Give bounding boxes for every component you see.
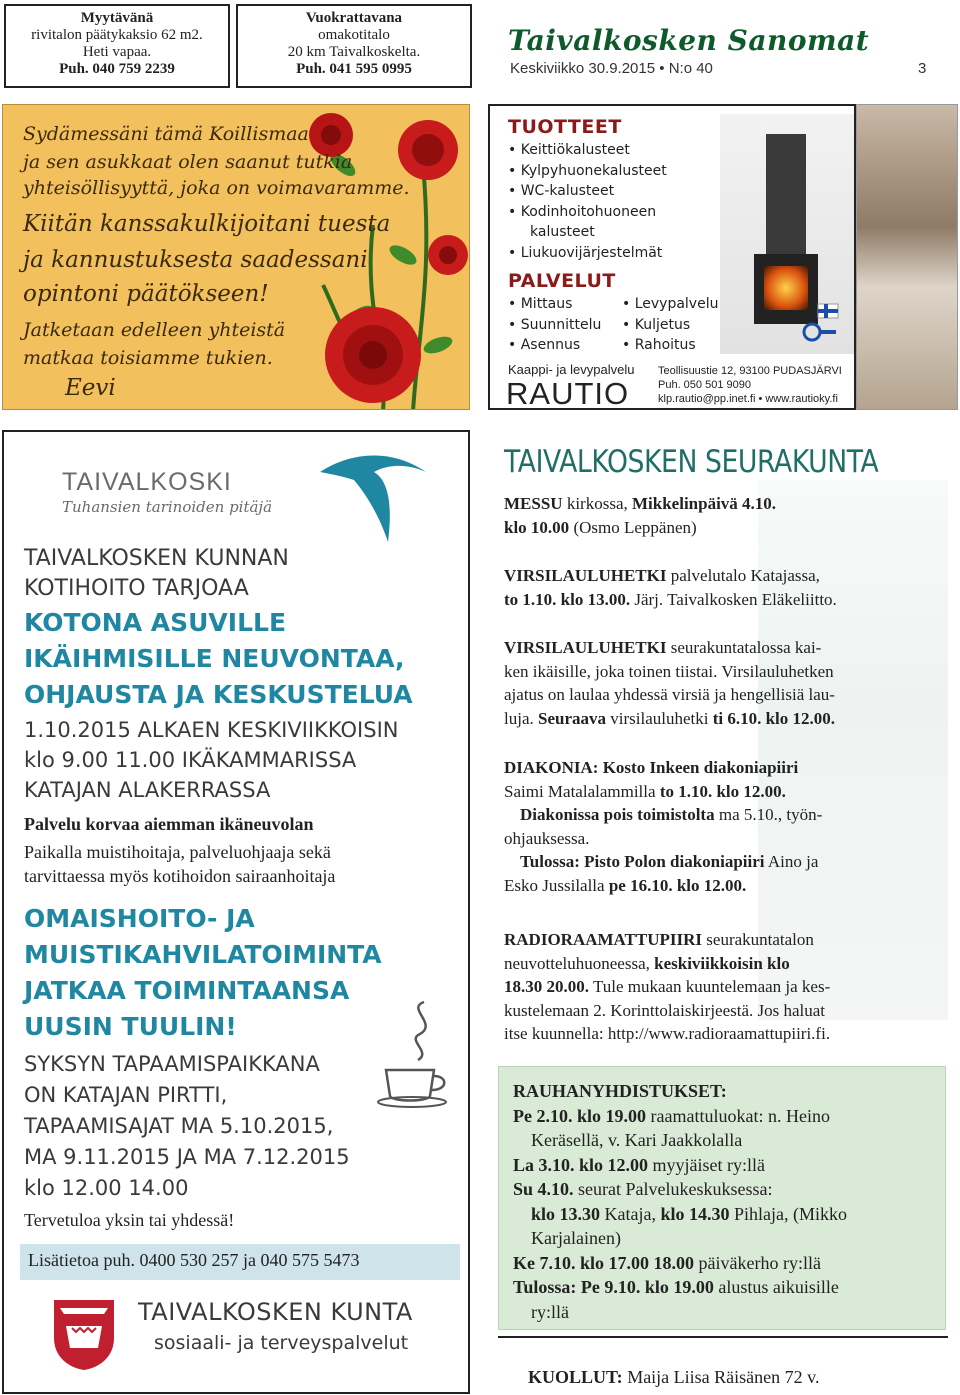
footer-municipality: TAIVALKOSKEN KUNTA (138, 1298, 413, 1326)
caregiver-highlight: MUISTIKAHVILATOIMINTA (24, 940, 382, 969)
info-phone-box: Lisätietoa puh. 0400 530 257 ja 040 575 5473 (20, 1244, 460, 1280)
ad-text: Heti vapaa. (82, 44, 152, 60)
poem-line: Jatketaan edelleen yhteistä (23, 319, 286, 341)
masthead-title: Taivalkosken Sanomat (508, 24, 870, 57)
interior-photo (856, 104, 958, 410)
homecare-text: Paikalla muistihoitaja, palveluohjaaja sekä (24, 842, 331, 862)
bird-logo-icon (314, 442, 434, 552)
homecare-highlight: OHJAUSTA JA KESKUSTELUA (24, 680, 413, 709)
poem-line: yhteisöllisyyttä, joka on voimavaramme. (23, 177, 410, 199)
ad-text: omakotitalo (318, 27, 390, 43)
welcome-text: Tervetuloa yksin tai yhdessä! (24, 1210, 235, 1230)
ad-text: rivitalon päätykaksio 62 m2. (31, 27, 203, 43)
homecare-highlight: IKÄIHMISILLE NEUVONTAA, (24, 644, 405, 673)
homecare-heading: KOTIHOITO TARJOAA (24, 576, 249, 601)
service-item: • Asennus (508, 337, 581, 353)
product-item: • Kodinhoitohuoneen (508, 203, 657, 220)
product-item: • Keittiökalusteet (508, 142, 630, 158)
homecare-note: Palvelu korvaa aiemman ikäneuvolan (24, 814, 314, 834)
ad-title: Myytävänä (80, 10, 154, 26)
mass-notice: MESSU kirkossa, Mikkelinpäivä 4.10. klo 10.00 (Osmo Leppänen) (504, 494, 777, 537)
ad-title: Vuokrattavana (305, 10, 403, 26)
parish-heading: TAIVALKOSKEN SEURAKUNTA (504, 444, 879, 480)
poem-line: matkaa toisiamme tukien. (23, 347, 273, 369)
poem-signature: Eevi (65, 375, 116, 401)
product-item: • Liukuovijärjestelmät (508, 244, 663, 261)
service-item: • Kuljetus (622, 316, 691, 333)
meeting-info: ON KATAJAN PIRTTI, (24, 1083, 228, 1107)
caregiver-highlight: JATKAA TOIMINTAANSA (24, 976, 350, 1005)
homecare-schedule: klo 9.00 11.00 IKÄKAMMARISSA (24, 748, 357, 772)
rautio-contact (658, 364, 842, 406)
finnish-key-flag-icon (800, 302, 840, 348)
product-item: • WC-kalusteet (508, 183, 615, 199)
masthead-date: Keskiviikko 30.9.2015 (510, 60, 656, 77)
service-item: • Levypalvelu (622, 296, 719, 312)
products-heading: TUOTTEET (508, 116, 622, 138)
radio-bible-notice: RADIORAAMATTUPIIRI seurakuntatalon neuvotteluhuoneessa, keskiviikkoisin klo 18.30 20.00. Tule mukaan kuuntelemaan ja kes- kustelemaan 2. Korinttolaiskirjeestä. Jos haluat itse kuunnella: http://www.radioraamattupiiri.fi. (504, 930, 831, 1043)
homecare-schedule: KATAJAN ALAKERRASSA (24, 778, 271, 802)
ad-phone: Puh. 041 595 0995 (296, 61, 412, 77)
divider (498, 1336, 948, 1338)
stove-chimney (766, 134, 806, 264)
meeting-info: TAPAAMISAJAT MA 5.10.2015, (24, 1114, 334, 1138)
diakonia-notice: DIAKONIA: Kosto Inkeen diakoniapiiri Saimi Matalalammilla to 1.10. klo 12.00. Diakonissa pois toimistolta ma 5.10., työn- ohjauksessa. Tulossa: Pisto Polon diakoniapiiri Aino ja Esko Jussilalla pe 16.10. klo 12.00. (504, 758, 823, 895)
ad-phone: Puh. 040 759 2239 (59, 61, 175, 77)
services-heading: PALVELUT (508, 270, 616, 292)
poem-line: opintoni päätökseen! (23, 281, 269, 307)
homecare-schedule: 1.10.2015 ALKAEN KESKIVIIKKOISIN (24, 718, 399, 742)
masthead-date-issue: Keskiviikko 30.9.2015 • N:o 40 (510, 60, 713, 77)
homecare-text: tarvittaessa myös kotihoidon sairaanhoitaja (24, 866, 336, 886)
peace-associations-box (498, 1066, 946, 1330)
hymn-notice: VIRSILAULUHETKI seurakuntatalossa kai- ken ikäisille, joka toinen tiistai. Virsilauluhetken ajatus on laulaa yhdessä virsiä ja hengellisiä lau- luja. Seuraava virsilauluhetki ti 6.10. klo 12.00. (504, 638, 836, 728)
services-list-right (622, 294, 718, 356)
poem-line: Kiitän kanssakulkijoitani tuesta (23, 211, 391, 237)
obituary-notice: KUOLLUT: Maija Liisa Räisänen 72 v. (528, 1367, 820, 1387)
service-item: • Mittaus (508, 296, 573, 312)
coffee-cup-icon (376, 998, 460, 1108)
poem-line: Sydämessäni tämä Koillismaa (23, 123, 309, 145)
peace-associations-list: RAUHANYHDISTUKSET: Pe 2.10. klo 19.00 raamattuluokat: n. Heino Keräsellä, v. Kari Jaakkolalla La 3.10. klo 12.00 myyjäiset ry:llä Su 4.10. seurat Palvelukeskuksessa: klo 13.30 Kataja, klo 14.30 Pihlaja, (Mikko Karjalainen) Ke 7.10. klo 17.00 18.00 päiväkerho ry:llä Tulossa: Pe 9.10. klo 19.00 alustus aikuisille ry:llä (513, 1079, 937, 1324)
ad-text: 20 km Taivalkoskelta. (287, 44, 421, 60)
peace-associations-heading: RAUHANYHDISTUKSET: (513, 1081, 727, 1101)
services-list-left (508, 294, 601, 356)
rautio-email-web: klp.rautio@pp.inet.fi • www.rautioky.fi (658, 393, 838, 405)
classified-ad-apartment (4, 4, 230, 88)
thank-you-ad (2, 104, 470, 410)
poem-line: ja sen asukkaat olen saanut tutkia (23, 151, 353, 173)
municipality-homecare-ad (2, 430, 470, 1394)
meeting-info: MA 9.11.2015 JA MA 7.12.2015 (24, 1145, 350, 1169)
taivalkoski-slogan: Tuhansien tarinoiden pitäjä (62, 498, 273, 516)
page-number: 3 (918, 60, 927, 77)
service-item: • Rahoitus (622, 337, 696, 353)
rautio-ad (488, 104, 856, 410)
poem-line: ja kannustuksesta saadessani (23, 247, 368, 273)
classified-ad-house (236, 4, 472, 88)
service-item: • Suunnittelu (508, 316, 602, 333)
rautio-address: Teollisuustie 12, 93100 PUDASJÄRVI (658, 365, 842, 377)
caregiver-highlight: OMAISHOITO- JA (24, 904, 255, 933)
rautio-tagline: Kaappi- ja levypalvelu (508, 362, 635, 377)
municipal-coat-of-arms-icon (52, 1298, 116, 1372)
products-list (508, 140, 667, 263)
rautio-logo: RAUTIO (506, 376, 630, 410)
rautio-phone: Puh. 050 501 9090 (658, 379, 751, 391)
hymn-notice: VIRSILAULUHETKI palvelutalo Katajassa, to 1.10. klo 13.00. Järj. Taivalkosken Eläkeliitto. (504, 566, 837, 609)
meeting-info: klo 12.00 14.00 (24, 1176, 189, 1200)
homecare-highlight: KOTONA ASUVILLE (24, 608, 287, 637)
product-item: • Kylpyhuonekalusteet (508, 162, 667, 179)
taivalkoski-logo-text: TAIVALKOSKI (62, 468, 232, 496)
product-item: kalusteet (530, 224, 595, 240)
meeting-info: SYKSYN TAPAAMISPAIKKANA (24, 1052, 320, 1076)
homecare-heading: TAIVALKOSKEN KUNNAN (24, 546, 289, 571)
caregiver-highlight: UUSIN TUULIN! (24, 1012, 237, 1041)
masthead-issue: N:o 40 (668, 60, 713, 77)
footer-department: sosiaali- ja terveyspalvelut (154, 1332, 409, 1354)
